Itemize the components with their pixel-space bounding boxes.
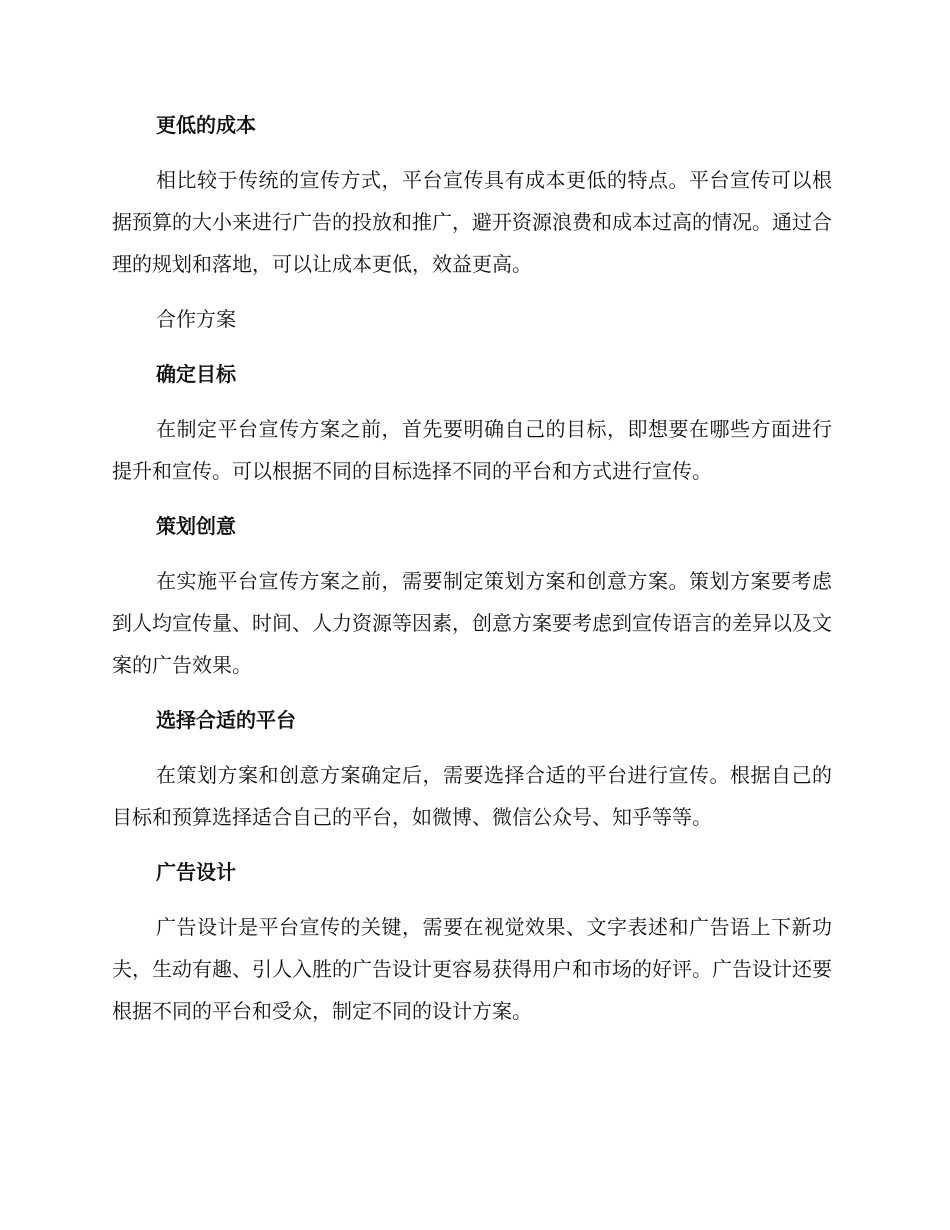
section-heading-planning-creativity: 策划创意 bbox=[156, 514, 236, 538]
section-heading-cooperation-plan: 合作方案 bbox=[156, 307, 236, 331]
section-heading-define-goals: 确定目标 bbox=[156, 362, 236, 386]
section-paragraph-define-goals: 在制定平台宣传方案之前，首先要明确自己的目标，即想要在哪些方面进行提升和宣传。可以根据不同的目标选择不同的平台和方式进行宣传。 bbox=[112, 417, 832, 483]
section-paragraph-choose-platform: 在策划方案和创意方案确定后，需要选择合适的平台进行宣传。根据自己的目标和预算选择适合自己的平台，如微博、微信公众号、知乎等等。 bbox=[112, 763, 832, 829]
section-heading-ad-design: 广告设计 bbox=[156, 860, 236, 884]
section-heading-lower-cost: 更低的成本 bbox=[156, 113, 256, 137]
section-heading-choose-platform: 选择合适的平台 bbox=[156, 708, 296, 732]
section-paragraph-ad-design: 广告设计是平台宣传的关键，需要在视觉效果、文字表述和广告语上下新功夫，生动有趣、引人入胜的广告设计更容易获得用户和市场的好评。广告设计还要根据不同的平台和受众，制定不同的设计方案。 bbox=[112, 915, 832, 1023]
section-paragraph-lower-cost: 相比较于传统的宣传方式，平台宣传具有成本更低的特点。平台宣传可以根据预算的大小来进行广告的投放和推广，避开资源浪费和成本过高的情况。通过合理的规划和落地，可以让成本更低，效益更高。 bbox=[112, 168, 832, 276]
document-body bbox=[112, 104, 832, 1045]
section-paragraph-planning-creativity: 在实施平台宣传方案之前，需要制定策划方案和创意方案。策划方案要考虑到人均宣传量、时间、人力资源等因素，创意方案要考虑到宣传语言的差异以及文案的广告效果。 bbox=[112, 569, 832, 677]
